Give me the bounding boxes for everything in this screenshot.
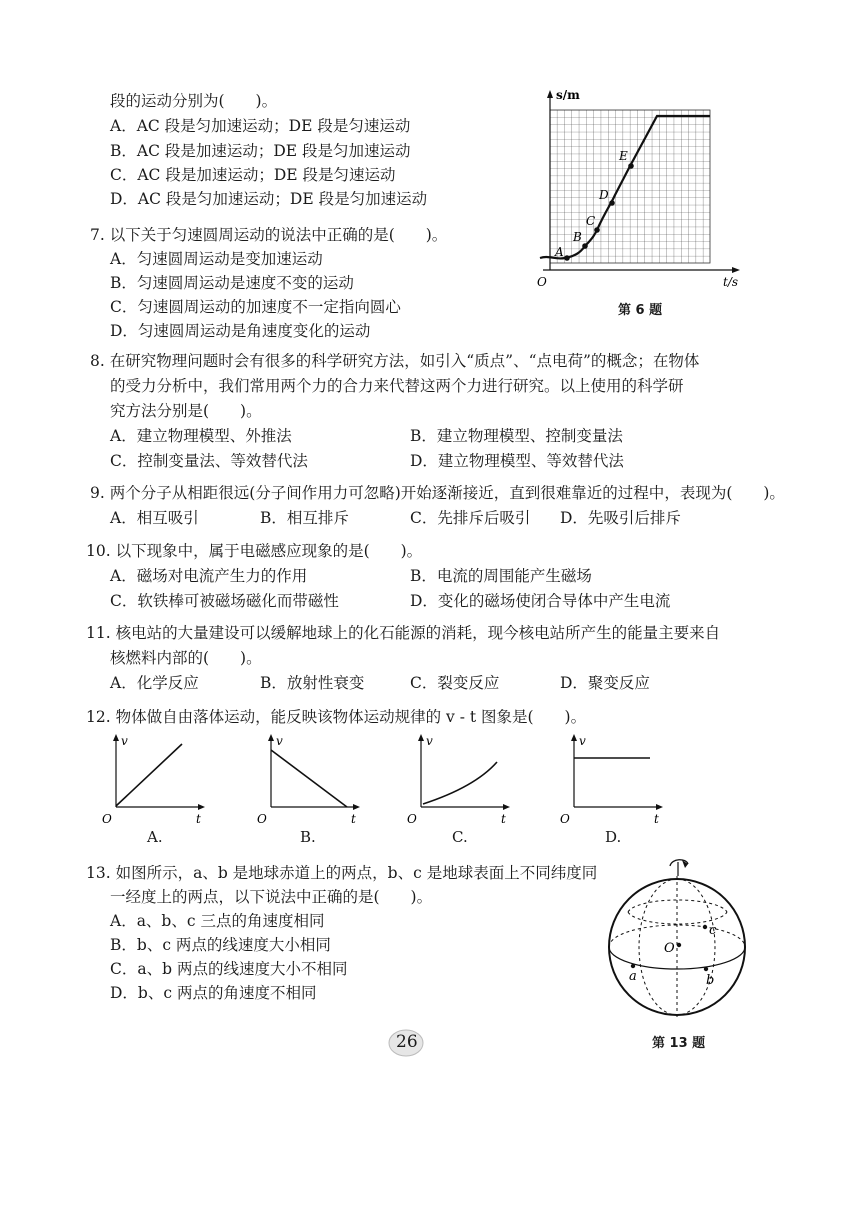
q9-option-b: B．相互排斥 [260,509,349,527]
q8-stem-line-1: 8. 在研究物理问题时会有很多的科学研究方法，如引入“质点”、“点电荷”的概念；在物体 [90,352,700,370]
q6-option-b: B．AC 段是加速运动；DE 段是匀加速运动 [110,142,411,160]
q12-graph-a-label: A. [147,828,163,846]
q12-stem: 12. 物体做自由落体运动，能反映该物体运动规律的 v - t 图象是( )。 [86,708,587,726]
q13-label-c: c [709,923,717,938]
q11-option-a: A．化学反应 [110,674,199,692]
q7-option-c: C．匀速圆周运动的加速度不一定指向圆心 [110,298,401,316]
q12-graph-c-label: C. [452,828,468,846]
q12-graph-d [558,732,668,832]
q12-graph-b-origin: O [257,812,267,826]
q6-y-arrow [547,90,553,98]
q11-option-c: C．裂变反应 [410,674,500,692]
q12-graph-c [405,732,515,832]
q7-option-b: B．匀速圆周运动是速度不变的运动 [110,274,354,292]
q6-point-b [582,243,588,249]
q12-graph-d-label: D. [605,828,622,846]
q13-label-a: a [629,969,637,984]
q13-option-a: A．a、b、c 三点的角速度相同 [110,912,325,930]
q13-point-c [703,925,707,929]
q12-graph-d-origin: O [560,812,570,826]
q12-graph-c-origin: O [407,812,417,826]
q6-label-a: A [555,245,564,259]
q11-option-d: D．聚变反应 [560,674,650,692]
q6-label-d: D [599,188,609,202]
page-number: 26 [396,1032,418,1052]
q9-stem: 9. 两个分子从相距很远(分子间作用力可忽略)开始逐渐接近，直到很难靠近的过程中，表现为( )。 [90,484,785,502]
q7-option-d: D．匀速圆周运动是角速度变化的运动 [110,322,371,340]
q12-graph-d-v: v [579,734,586,748]
q12-graph-b-v: v [276,734,283,748]
q7-stem: 7. 以下关于匀速圆周运动的说法中正确的是( )。 [90,226,448,244]
q13-globe [609,879,745,1015]
q12-graph-a-v: v [121,734,128,748]
q6-point-a [564,255,570,261]
q13-label-o: O [664,941,675,956]
page-number-badge [388,1028,424,1058]
q12-graph-b [255,732,365,832]
q12-graph-c-v: v [426,734,433,748]
q13-stem-line-2: 一经度上的两点，以下说法中正确的是( )。 [110,888,433,906]
q13-point-b [704,967,708,971]
q10-option-b: B．电流的周围能产生磁场 [410,567,592,585]
q6-point-c [594,227,600,233]
q6-origin: O [537,275,547,289]
q6-x-arrow [732,267,740,273]
q8-option-a: A．建立物理模型、外推法 [110,427,292,445]
q12-graph-b-label: B. [300,828,316,846]
q6-label-e: E [619,149,628,163]
q11-stem-line-2: 核燃料内部的( )。 [110,649,262,667]
q6-label-c: C [586,214,596,228]
q6-point-e [628,163,634,169]
q13-option-b: B．b、c 两点的线速度大小相同 [110,936,331,954]
q13-caption: 第 13 题 [652,1036,706,1051]
q8-option-b: B．建立物理模型、控制变量法 [410,427,623,445]
q10-stem: 10. 以下现象中，属于电磁感应现象的是( )。 [86,542,423,560]
q13-globe-figure [600,852,755,1027]
q6-xlabel: t/s [723,275,739,289]
q10-option-c: C．软铁棒可被磁场磁化而带磁性 [110,592,339,610]
q13-option-d: D．b、c 两点的角速度不相同 [110,984,317,1002]
q13-point-a [631,964,635,968]
q12-graph-a-t: t [196,812,201,826]
q6-point-d [609,200,615,206]
q12-graph-a-origin: O [102,812,112,826]
q6-label-b: B [573,230,582,244]
q8-stem-line-3: 究方法分别是( )。 [110,402,262,420]
q11-option-b: B．放射性衰变 [260,674,365,692]
q13-label-b: b [706,973,715,988]
q6-option-a: A．AC 段是匀加速运动；DE 段是匀速运动 [110,117,411,135]
q13-point-o [677,943,681,947]
q12-graph-c-t: t [501,812,506,826]
q12-graph-a [100,732,210,832]
q6-option-c: C．AC 段是加速运动；DE 段是匀速运动 [110,166,396,184]
q8-option-d: D．建立物理模型、等效替代法 [410,452,624,470]
q8-option-c: C．控制变量法、等效替代法 [110,452,308,470]
q6-option-d: D．AC 段是匀加速运动；DE 段是匀加速运动 [110,190,428,208]
q6-ylabel: s/m [556,88,580,102]
q9-option-c: C．先排斥后吸引 [410,509,531,527]
q12-graph-a-line [116,744,182,806]
q8-stem-line-2: 的受力分析中，我们常用两个力的合力来代替这两个力进行研究。以上使用的科学研 [110,377,684,395]
q9-option-d: D．先吸引后排斥 [560,509,681,527]
q10-option-a: A．磁场对电流产生力的作用 [110,567,308,585]
q13-option-c: C．a、b 两点的线速度大小不相同 [110,960,348,978]
q7-option-a: A．匀速圆周运动是变加速运动 [110,250,323,268]
q6-caption: 第 6 题 [618,303,663,318]
q6-stem-tail: 段的运动分别为( )。 [110,92,278,110]
q12-graph-d-t: t [654,812,659,826]
q12-graph-b-t: t [351,812,356,826]
q11-stem-line-1: 11. 核电站的大量建设可以缓解地球上的化石能源的消耗，现今核电站所产生的能量主要来自 [86,624,721,642]
q6-figure [535,88,745,293]
q12-graph-b-line [271,750,347,807]
q13-stem-line-1: 13. 如图所示，a、b 是地球赤道上的两点，b、c 是地球表面上不同纬度同 [86,864,598,882]
q10-option-d: D．变化的磁场使闭合导体中产生电流 [410,592,671,610]
q9-option-a: A．相互吸引 [110,509,199,527]
q12-graph-c-curve [423,762,497,804]
